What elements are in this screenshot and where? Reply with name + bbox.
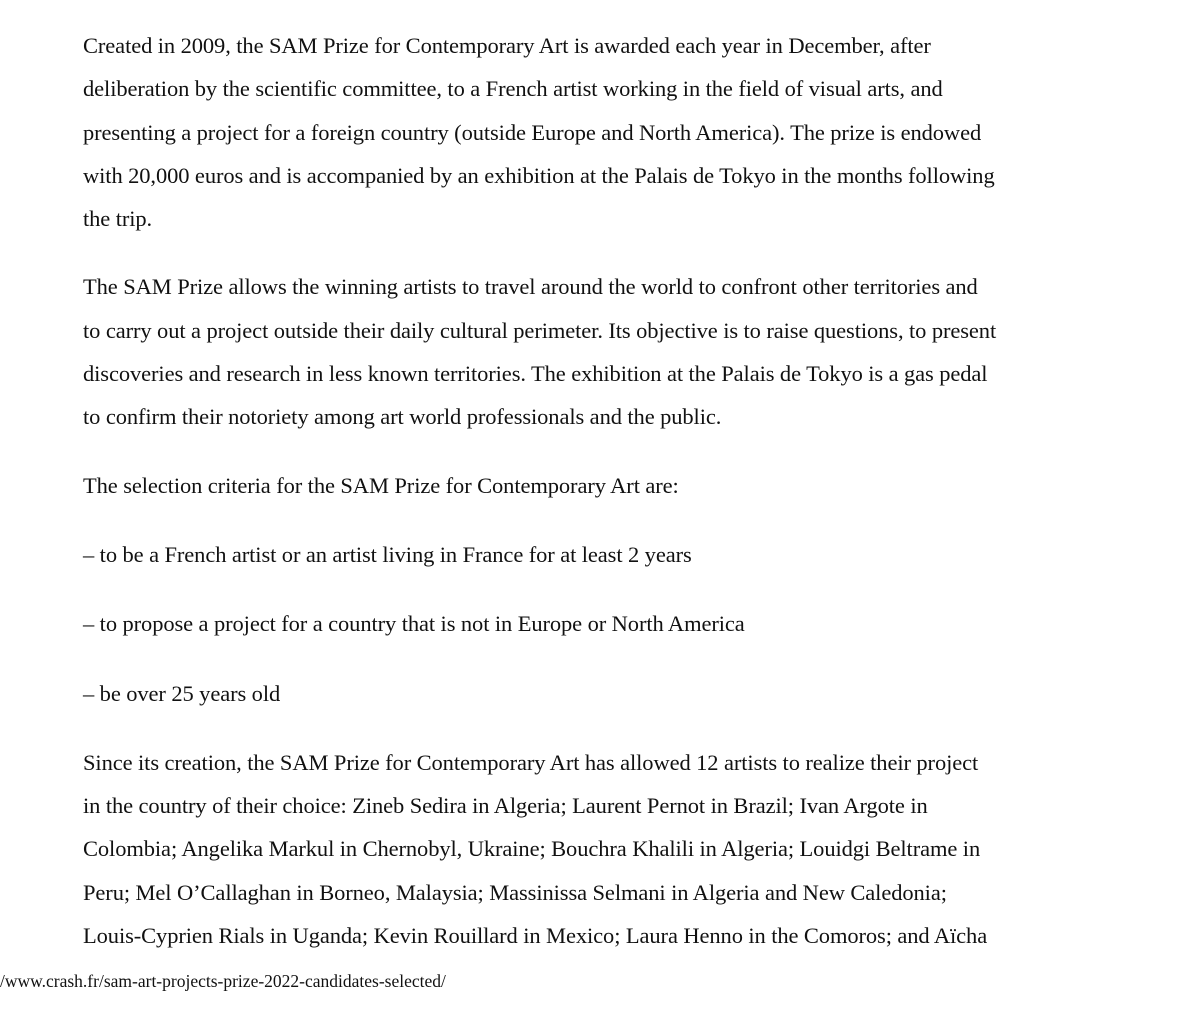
paragraph-past-winners <box>83 741 1173 957</box>
text-line: presenting a project for a foreign country (outside Europe and North America). The prize is endowed <box>83 119 982 145</box>
text-line: – to propose a project for a country that is not in Europe or North America <box>83 611 745 637</box>
page-url-footer: /www.crash.fr/sam-art-projects-prize-2022-candidates-selected/ <box>0 971 446 991</box>
text-line: – be over 25 years old <box>83 680 281 706</box>
text-line: – to be a French artist or an artist living in France for at least 2 years <box>83 541 692 567</box>
text-line: Colombia; Angelika Markul in Chernobyl, Ukraine; Bouchra Khalili in Algeria; Louidgi Beltrame in <box>83 836 981 862</box>
text-line: to confirm their notoriety among art world professionals and the public. <box>83 404 722 430</box>
text-line: Since its creation, the SAM Prize for Contemporary Art has allowed 12 artists to realize their project <box>83 749 979 775</box>
text-line: the trip. <box>83 206 153 232</box>
criteria-item <box>83 533 1173 576</box>
criteria-item <box>83 602 1173 645</box>
text-line: with 20,000 euros and is accompanied by an exhibition at the Palais de Tokyo in the months following <box>83 162 995 188</box>
paragraph-prize-objective <box>83 265 1173 438</box>
text-line: to carry out a project outside their daily cultural perimeter. Its objective is to raise questions, to present <box>83 317 997 343</box>
text-line: in the country of their choice: Zineb Sedira in Algeria; Laurent Pernot in Brazil; Ivan Argote in <box>83 793 928 819</box>
criteria-intro <box>83 464 1173 507</box>
text-line: discoveries and research in less known territories. The exhibition at the Palais de Tokyo is a gas pedal <box>83 361 988 387</box>
paragraph-prize-intro <box>83 24 1173 240</box>
text-line: Peru; Mel O’Callaghan in Borneo, Malaysia; Massinissa Selmani in Algeria and New Caledonia; <box>83 879 947 905</box>
article-body <box>83 24 1173 982</box>
text-line: The selection criteria for the SAM Prize for Contemporary Art are: <box>83 472 679 498</box>
text-line: The SAM Prize allows the winning artists to travel around the world to confront other territories and <box>83 274 978 300</box>
text-line: Louis-Cyprien Rials in Uganda; Kevin Rouillard in Mexico; Laura Henno in the Comoros; and Aïcha <box>83 923 988 949</box>
text-line: deliberation by the scientific committee, to a French artist working in the field of visual arts, and <box>83 76 943 102</box>
text-line: Created in 2009, the SAM Prize for Contemporary Art is awarded each year in December, after <box>83 33 931 58</box>
criteria-item <box>83 672 1173 715</box>
